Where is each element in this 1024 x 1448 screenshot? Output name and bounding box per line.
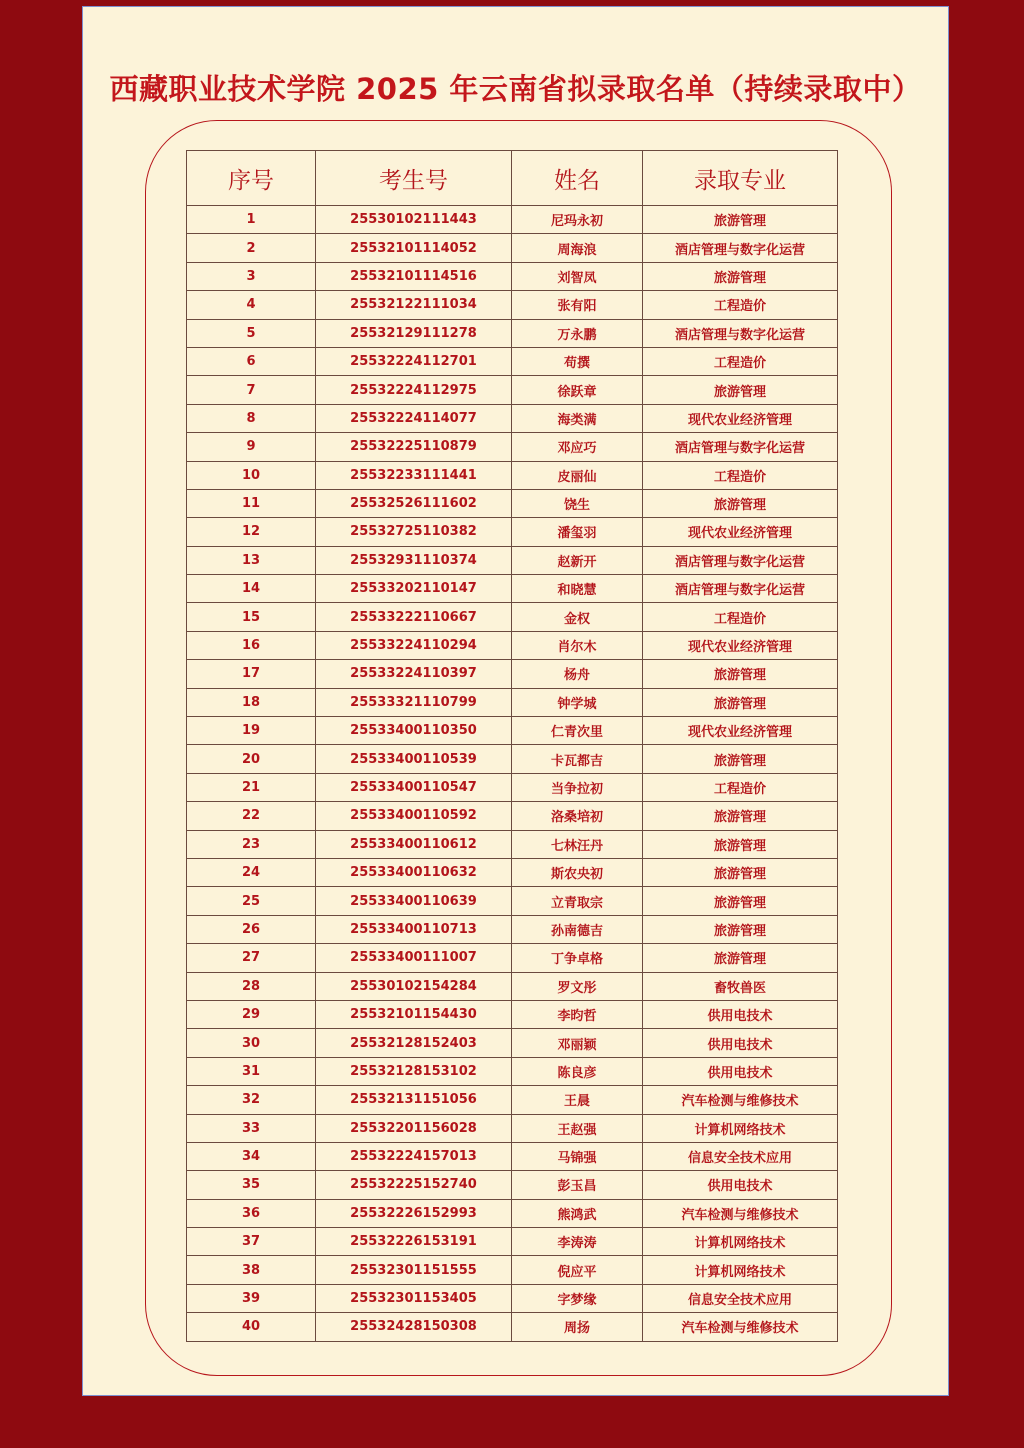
cell-name: 陈良彦 bbox=[512, 1057, 643, 1085]
cell-name: 金权 bbox=[512, 603, 643, 631]
table-row bbox=[187, 1114, 838, 1142]
cell-seq: 6 bbox=[187, 347, 316, 375]
cell-exam-number: 25532226152993 bbox=[316, 1199, 512, 1227]
table-row bbox=[187, 944, 838, 972]
cell-seq: 21 bbox=[187, 773, 316, 801]
cell-major: 旅游管理 bbox=[643, 206, 838, 234]
cell-seq: 20 bbox=[187, 745, 316, 773]
cell-seq: 11 bbox=[187, 489, 316, 517]
table-row bbox=[187, 1284, 838, 1312]
cell-exam-number: 25532301153405 bbox=[316, 1284, 512, 1312]
cell-seq: 30 bbox=[187, 1029, 316, 1057]
cell-major: 酒店管理与数字化运营 bbox=[643, 546, 838, 574]
table-row bbox=[187, 603, 838, 631]
cell-major: 旅游管理 bbox=[643, 376, 838, 404]
cell-major: 旅游管理 bbox=[643, 858, 838, 886]
cell-major: 旅游管理 bbox=[643, 802, 838, 830]
table-row bbox=[187, 830, 838, 858]
cell-seq: 39 bbox=[187, 1284, 316, 1312]
table-row bbox=[187, 376, 838, 404]
cell-exam-number: 25533224110397 bbox=[316, 660, 512, 688]
cell-name: 立青取宗 bbox=[512, 887, 643, 915]
cell-major: 供用电技术 bbox=[643, 1057, 838, 1085]
cell-seq: 18 bbox=[187, 688, 316, 716]
cell-major: 工程造价 bbox=[643, 461, 838, 489]
cell-major: 汽车检测与维修技术 bbox=[643, 1199, 838, 1227]
table-row bbox=[187, 1199, 838, 1227]
cell-seq: 33 bbox=[187, 1114, 316, 1142]
header-name: 姓名 bbox=[512, 151, 643, 206]
cell-seq: 3 bbox=[187, 262, 316, 290]
header-seq: 序号 bbox=[187, 151, 316, 206]
cell-seq: 16 bbox=[187, 631, 316, 659]
cell-seq: 8 bbox=[187, 404, 316, 432]
cell-exam-number: 25533400110612 bbox=[316, 830, 512, 858]
cell-name: 肖尔木 bbox=[512, 631, 643, 659]
cell-major: 信息安全技术应用 bbox=[643, 1284, 838, 1312]
cell-major: 旅游管理 bbox=[643, 830, 838, 858]
table-row bbox=[187, 858, 838, 886]
cell-seq: 31 bbox=[187, 1057, 316, 1085]
cell-seq: 14 bbox=[187, 575, 316, 603]
page-title: 西藏职业技术学院 2025 年云南省拟录取名单（持续录取中） bbox=[109, 72, 922, 106]
cell-seq: 4 bbox=[187, 291, 316, 319]
table-row bbox=[187, 575, 838, 603]
cell-exam-number: 25532226153191 bbox=[316, 1228, 512, 1256]
cell-exam-number: 25533400110547 bbox=[316, 773, 512, 801]
cell-exam-number: 25532725110382 bbox=[316, 518, 512, 546]
table-row bbox=[187, 717, 838, 745]
cell-major: 旅游管理 bbox=[643, 688, 838, 716]
table-row bbox=[187, 802, 838, 830]
cell-name: 万永鹏 bbox=[512, 319, 643, 347]
cell-name: 熊鸿武 bbox=[512, 1199, 643, 1227]
cell-major: 旅游管理 bbox=[643, 745, 838, 773]
cell-exam-number: 25533400110350 bbox=[316, 717, 512, 745]
cell-name: 罗文彤 bbox=[512, 972, 643, 1000]
cell-seq: 34 bbox=[187, 1142, 316, 1170]
cell-seq: 24 bbox=[187, 858, 316, 886]
table-body bbox=[187, 206, 838, 1342]
cell-major: 旅游管理 bbox=[643, 887, 838, 915]
cell-name: 仁青次里 bbox=[512, 717, 643, 745]
cell-exam-number: 25533224110294 bbox=[316, 631, 512, 659]
cell-exam-number: 25532526111602 bbox=[316, 489, 512, 517]
table-row bbox=[187, 433, 838, 461]
table-row bbox=[187, 1256, 838, 1284]
cell-name: 孙南德吉 bbox=[512, 915, 643, 943]
cell-exam-number: 25532224157013 bbox=[316, 1142, 512, 1170]
cell-major: 工程造价 bbox=[643, 603, 838, 631]
table-row bbox=[187, 262, 838, 290]
cell-name: 洛桑培初 bbox=[512, 802, 643, 830]
cell-exam-number: 25532128152403 bbox=[316, 1029, 512, 1057]
cell-name: 邓丽颖 bbox=[512, 1029, 643, 1057]
cell-exam-number: 25533400110713 bbox=[316, 915, 512, 943]
cell-name: 饶生 bbox=[512, 489, 643, 517]
cell-major: 旅游管理 bbox=[643, 915, 838, 943]
table-row bbox=[187, 1000, 838, 1028]
cell-exam-number: 25532428150308 bbox=[316, 1313, 512, 1341]
cell-seq: 15 bbox=[187, 603, 316, 631]
table-row bbox=[187, 234, 838, 262]
table-row bbox=[187, 915, 838, 943]
cell-major: 供用电技术 bbox=[643, 1171, 838, 1199]
table-row bbox=[187, 773, 838, 801]
cell-major: 汽车检测与维修技术 bbox=[643, 1086, 838, 1114]
cell-major: 计算机网络技术 bbox=[643, 1114, 838, 1142]
cell-name: 字梦缘 bbox=[512, 1284, 643, 1312]
cell-exam-number: 25533321110799 bbox=[316, 688, 512, 716]
cell-exam-number: 25530102111443 bbox=[316, 206, 512, 234]
cell-name: 李昀哲 bbox=[512, 1000, 643, 1028]
cell-name: 七林汪丹 bbox=[512, 830, 643, 858]
cell-name: 卡瓦都吉 bbox=[512, 745, 643, 773]
cell-seq: 5 bbox=[187, 319, 316, 347]
cell-major: 工程造价 bbox=[643, 291, 838, 319]
cell-name: 徐跃章 bbox=[512, 376, 643, 404]
cell-exam-number: 25532128153102 bbox=[316, 1057, 512, 1085]
cell-seq: 38 bbox=[187, 1256, 316, 1284]
cell-name: 周扬 bbox=[512, 1313, 643, 1341]
cell-seq: 13 bbox=[187, 546, 316, 574]
cell-seq: 27 bbox=[187, 944, 316, 972]
table-row bbox=[187, 972, 838, 1000]
table-row bbox=[187, 688, 838, 716]
cell-name: 皮丽仙 bbox=[512, 461, 643, 489]
cell-major: 供用电技术 bbox=[643, 1029, 838, 1057]
header-major: 录取专业 bbox=[643, 151, 838, 206]
cell-exam-number: 25532101114052 bbox=[316, 234, 512, 262]
cell-name: 苟撰 bbox=[512, 347, 643, 375]
cell-seq: 32 bbox=[187, 1086, 316, 1114]
cell-exam-number: 25532224114077 bbox=[316, 404, 512, 432]
cell-seq: 35 bbox=[187, 1171, 316, 1199]
cell-exam-number: 25533400111007 bbox=[316, 944, 512, 972]
cell-name: 赵新开 bbox=[512, 546, 643, 574]
table-row bbox=[187, 404, 838, 432]
table-row bbox=[187, 489, 838, 517]
cell-exam-number: 25532225152740 bbox=[316, 1171, 512, 1199]
cell-seq: 23 bbox=[187, 830, 316, 858]
cell-name: 和晓慧 bbox=[512, 575, 643, 603]
cell-seq: 36 bbox=[187, 1199, 316, 1227]
cell-name: 邓应巧 bbox=[512, 433, 643, 461]
table-row bbox=[187, 887, 838, 915]
cell-exam-number: 25533222110667 bbox=[316, 603, 512, 631]
table-header-row bbox=[187, 151, 838, 206]
cell-exam-number: 25532301151555 bbox=[316, 1256, 512, 1284]
cell-seq: 19 bbox=[187, 717, 316, 745]
cell-exam-number: 25533202110147 bbox=[316, 575, 512, 603]
cell-exam-number: 25532224112975 bbox=[316, 376, 512, 404]
cell-exam-number: 25532201156028 bbox=[316, 1114, 512, 1142]
admission-table bbox=[186, 150, 838, 1342]
cell-seq: 37 bbox=[187, 1228, 316, 1256]
cell-major: 旅游管理 bbox=[643, 660, 838, 688]
cell-major: 计算机网络技术 bbox=[643, 1228, 838, 1256]
cell-name: 彭玉昌 bbox=[512, 1171, 643, 1199]
cell-name: 周海浪 bbox=[512, 234, 643, 262]
cell-seq: 22 bbox=[187, 802, 316, 830]
cell-seq: 2 bbox=[187, 234, 316, 262]
cell-exam-number: 25532101114516 bbox=[316, 262, 512, 290]
cell-exam-number: 25533400110639 bbox=[316, 887, 512, 915]
cell-name: 马锦强 bbox=[512, 1142, 643, 1170]
table-row bbox=[187, 347, 838, 375]
table-row bbox=[187, 291, 838, 319]
cell-exam-number: 25532233111441 bbox=[316, 461, 512, 489]
cell-major: 现代农业经济管理 bbox=[643, 631, 838, 659]
cell-major: 酒店管理与数字化运营 bbox=[643, 234, 838, 262]
table-row bbox=[187, 660, 838, 688]
cell-exam-number: 25532225110879 bbox=[316, 433, 512, 461]
cell-name: 杨舟 bbox=[512, 660, 643, 688]
table-row bbox=[187, 1228, 838, 1256]
table-row bbox=[187, 745, 838, 773]
cell-name: 张有阳 bbox=[512, 291, 643, 319]
cell-exam-number: 25533400110632 bbox=[316, 858, 512, 886]
cell-name: 当争拉初 bbox=[512, 773, 643, 801]
table-row bbox=[187, 1029, 838, 1057]
cell-exam-number: 25532131151056 bbox=[316, 1086, 512, 1114]
cell-major: 旅游管理 bbox=[643, 489, 838, 517]
cell-seq: 17 bbox=[187, 660, 316, 688]
cell-seq: 12 bbox=[187, 518, 316, 546]
cell-name: 王晨 bbox=[512, 1086, 643, 1114]
cell-name: 王赵强 bbox=[512, 1114, 643, 1142]
cell-seq: 9 bbox=[187, 433, 316, 461]
table-row bbox=[187, 206, 838, 234]
cell-name: 刘智凤 bbox=[512, 262, 643, 290]
cell-major: 工程造价 bbox=[643, 773, 838, 801]
cell-major: 现代农业经济管理 bbox=[643, 518, 838, 546]
cell-name: 钟学城 bbox=[512, 688, 643, 716]
cell-major: 供用电技术 bbox=[643, 1000, 838, 1028]
table-row bbox=[187, 1057, 838, 1085]
cell-major: 现代农业经济管理 bbox=[643, 717, 838, 745]
cell-seq: 26 bbox=[187, 915, 316, 943]
cell-name: 倪应平 bbox=[512, 1256, 643, 1284]
table-row bbox=[187, 461, 838, 489]
table-row bbox=[187, 1142, 838, 1170]
cell-seq: 1 bbox=[187, 206, 316, 234]
cell-major: 酒店管理与数字化运营 bbox=[643, 575, 838, 603]
cell-name: 尼玛永初 bbox=[512, 206, 643, 234]
cell-exam-number: 25530102154284 bbox=[316, 972, 512, 1000]
table-row bbox=[187, 546, 838, 574]
cell-major: 计算机网络技术 bbox=[643, 1256, 838, 1284]
cell-major: 酒店管理与数字化运营 bbox=[643, 319, 838, 347]
cell-name: 海类满 bbox=[512, 404, 643, 432]
cell-seq: 7 bbox=[187, 376, 316, 404]
cell-exam-number: 25533400110592 bbox=[316, 802, 512, 830]
cell-seq: 40 bbox=[187, 1313, 316, 1341]
cell-name: 丁争卓格 bbox=[512, 944, 643, 972]
cell-exam-number: 25532101154430 bbox=[316, 1000, 512, 1028]
table-row bbox=[187, 518, 838, 546]
table-row bbox=[187, 1086, 838, 1114]
cell-exam-number: 25532224112701 bbox=[316, 347, 512, 375]
cell-exam-number: 25532931110374 bbox=[316, 546, 512, 574]
cell-major: 工程造价 bbox=[643, 347, 838, 375]
cell-seq: 29 bbox=[187, 1000, 316, 1028]
cell-major: 现代农业经济管理 bbox=[643, 404, 838, 432]
header-exam-number: 考生号 bbox=[316, 151, 512, 206]
cell-exam-number: 25533400110539 bbox=[316, 745, 512, 773]
cell-name: 李涛涛 bbox=[512, 1228, 643, 1256]
cell-major: 旅游管理 bbox=[643, 262, 838, 290]
cell-seq: 25 bbox=[187, 887, 316, 915]
cell-exam-number: 25532122111034 bbox=[316, 291, 512, 319]
cell-major: 汽车检测与维修技术 bbox=[643, 1313, 838, 1341]
cell-major: 酒店管理与数字化运营 bbox=[643, 433, 838, 461]
cell-seq: 10 bbox=[187, 461, 316, 489]
cell-major: 信息安全技术应用 bbox=[643, 1142, 838, 1170]
cell-seq: 28 bbox=[187, 972, 316, 1000]
table-row bbox=[187, 319, 838, 347]
cell-major: 旅游管理 bbox=[643, 944, 838, 972]
table-row bbox=[187, 1313, 838, 1341]
table-row bbox=[187, 1171, 838, 1199]
cell-major: 畜牧兽医 bbox=[643, 972, 838, 1000]
cell-exam-number: 25532129111278 bbox=[316, 319, 512, 347]
cell-name: 潘玺羽 bbox=[512, 518, 643, 546]
cell-name: 斯农央初 bbox=[512, 858, 643, 886]
table-row bbox=[187, 631, 838, 659]
